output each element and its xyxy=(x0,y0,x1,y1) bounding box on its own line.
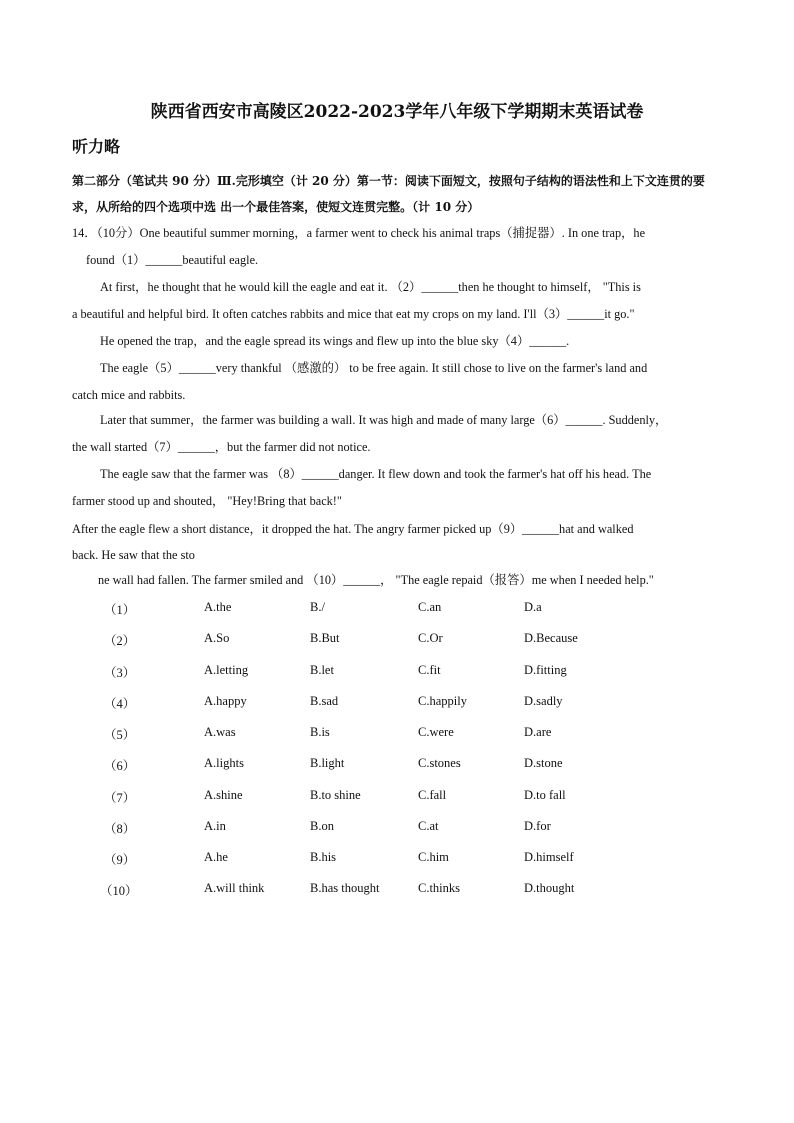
option-row xyxy=(0,850,794,870)
option-b: B.to shine xyxy=(310,788,361,802)
option-b: B./ xyxy=(310,600,325,614)
passage-line: ne wall had fallen. The farmer smiled and （10）______， "The eagle repaid（报答）me when I needed help." xyxy=(98,573,654,587)
option-d: D.for xyxy=(524,819,551,833)
page-title: 陕西省西安市高陵区2022-2023学年八年级下学期期末英语试卷 xyxy=(150,102,644,122)
listening-heading: 听力略 xyxy=(72,137,121,156)
option-b: B.is xyxy=(310,725,330,739)
option-b: B.let xyxy=(310,663,334,677)
passage-line: a beautiful and helpful bird. It often catches rabbits and mice that eat my crops on my land. I'll（3）______it go." xyxy=(72,307,635,321)
option-a: A.So xyxy=(204,631,230,645)
option-c: C.him xyxy=(418,850,449,864)
option-d: D.himself xyxy=(524,850,574,864)
option-b: B.light xyxy=(310,756,345,770)
option-c: C.happily xyxy=(418,694,467,708)
question-number: （10） xyxy=(100,884,138,898)
passage-line: After the eagle flew a short distance，it dropped the hat. The angry farmer picked up（9）______hat and walked xyxy=(72,522,634,536)
question-number: （8） xyxy=(104,822,136,836)
option-a: A.lights xyxy=(204,756,244,770)
option-a: A.he xyxy=(204,850,228,864)
passage-line: found（1）______beautiful eagle. xyxy=(86,253,259,267)
passage-line: back. He saw that the sto xyxy=(72,548,195,562)
option-d: D.fitting xyxy=(524,663,567,677)
option-a: A.in xyxy=(204,819,226,833)
option-a: A.happy xyxy=(204,694,247,708)
passage-line: the wall started（7）______，but the farmer did not notice. xyxy=(72,440,371,454)
option-c: C.fall xyxy=(418,788,447,802)
question-number: （7） xyxy=(104,791,136,805)
option-d: D.stone xyxy=(524,756,563,770)
option-c: C.fit xyxy=(418,663,441,677)
section-instructions: 第二部分（笔试共 90 分）Ⅲ.完形填空（计 20 分）第一节：阅读下面短文，按照句子结构的语法性和上下文连贯的要求，从所给的四个选项中选 出一个最佳答案，使短文连贯完整。（计 10 分） xyxy=(72,174,705,214)
option-row xyxy=(0,725,794,745)
question-number: （9） xyxy=(104,853,136,867)
option-d: D.to fall xyxy=(524,788,566,802)
option-row xyxy=(0,788,794,808)
option-row xyxy=(0,600,794,620)
question-number: （2） xyxy=(104,634,136,648)
passage-line: At first，he thought that he would kill the eagle and eat it. （2）______then he thought to himself， "This is xyxy=(100,280,641,294)
passage-line: 14．（10分）One beautiful summer morning，a farmer went to check his animal traps（捕捉器）. In one trap，he xyxy=(72,226,646,240)
option-row xyxy=(0,881,794,901)
option-row xyxy=(0,756,794,776)
passage-line: He opened the trap，and the eagle spread its wings and flew up into the blue sky（4）______. xyxy=(100,334,570,348)
option-row xyxy=(0,631,794,651)
option-a: A.letting xyxy=(204,663,249,677)
option-row xyxy=(0,663,794,683)
passage-line: The eagle（5）______very thankful （感激的） to be free again. It still chose to live on the farmer's land and xyxy=(100,361,648,375)
option-row xyxy=(0,694,794,714)
option-d: D.thought xyxy=(524,881,575,895)
option-d: D.sadly xyxy=(524,694,563,708)
passage-line: farmer stood up and shouted， "Hey!Bring that back!" xyxy=(72,494,342,508)
option-row xyxy=(0,819,794,839)
question-number: （6） xyxy=(104,759,136,773)
option-b: B.sad xyxy=(310,694,339,708)
option-d: D.a xyxy=(524,600,542,614)
option-c: C.were xyxy=(418,725,454,739)
question-number: （4） xyxy=(104,697,136,711)
option-c: C.stones xyxy=(418,756,461,770)
option-d: D.Because xyxy=(524,631,578,645)
option-b: B.has thought xyxy=(310,881,380,895)
passage-line: Later that summer，the farmer was building a wall. It was high and made of many large（6）______. Suddenly， xyxy=(100,413,668,427)
option-c: C.Or xyxy=(418,631,443,645)
question-number: （5） xyxy=(104,728,136,742)
option-a: A.will think xyxy=(204,881,265,895)
option-b: B.on xyxy=(310,819,334,833)
passage-line: The eagle saw that the farmer was （8）______danger. It flew down and took the farmer's hat off his head. The xyxy=(100,467,652,481)
option-b: B.his xyxy=(310,850,337,864)
option-c: C.at xyxy=(418,819,439,833)
option-c: C.an xyxy=(418,600,442,614)
option-a: A.shine xyxy=(204,788,243,802)
option-b: B.But xyxy=(310,631,340,645)
option-d: D.are xyxy=(524,725,552,739)
option-a: A.the xyxy=(204,600,232,614)
passage-line: catch mice and rabbits. xyxy=(72,388,186,402)
option-a: A.was xyxy=(204,725,236,739)
question-number: （1） xyxy=(104,603,136,617)
question-number: （3） xyxy=(104,666,136,680)
option-c: C.thinks xyxy=(418,881,461,895)
